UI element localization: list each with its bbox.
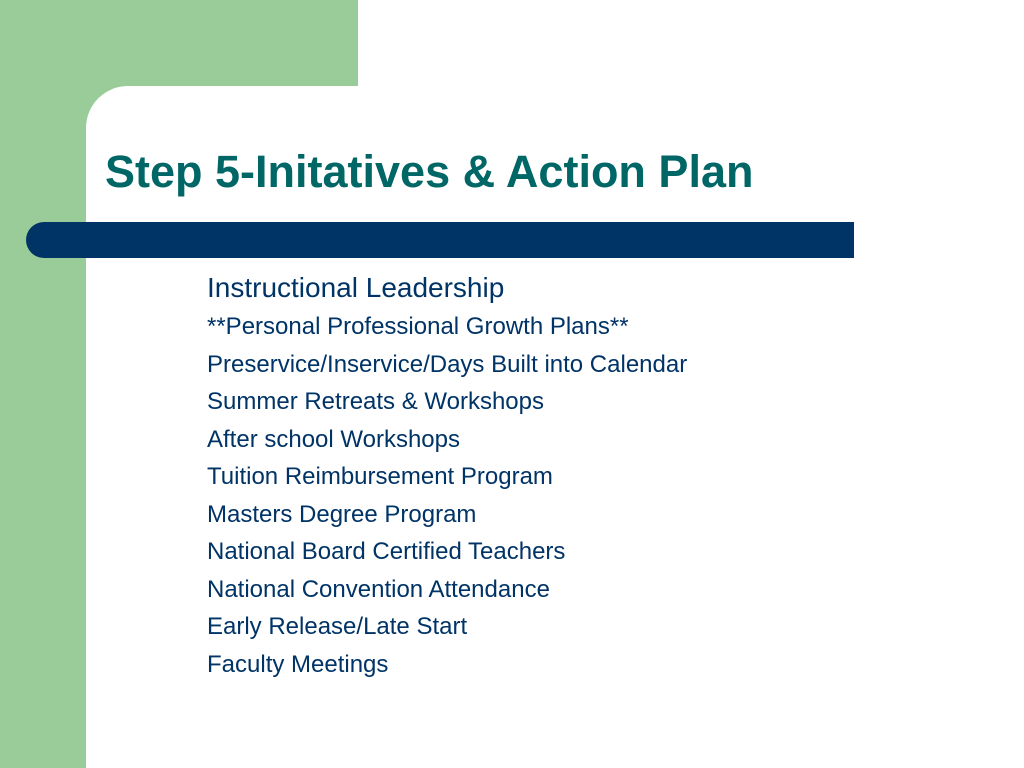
initiatives-list <box>207 268 687 683</box>
list-item: National Convention Attendance <box>207 575 550 603</box>
list-item: After school Workshops <box>207 425 460 453</box>
list-item: Early Release/Late Start <box>207 613 468 640</box>
list-item: National Board Certified Teachers <box>207 538 566 565</box>
list-item: **Personal Professional Growth Plans** <box>207 313 629 340</box>
slide-title: Step 5-Initatives & Action Plan <box>105 146 754 197</box>
list-item: Masters Degree Program <box>207 500 477 528</box>
list-item: Summer Retreats & Workshops <box>207 388 544 415</box>
list-item: Tuition Reimbursement Program <box>207 463 553 490</box>
list-item: Faculty Meetings <box>207 650 389 678</box>
list-item: Instructional Leadership <box>207 272 505 303</box>
title-underline-bar <box>26 222 854 258</box>
list-item: Preservice/Inservice/Days Built into Calendar <box>207 350 688 378</box>
